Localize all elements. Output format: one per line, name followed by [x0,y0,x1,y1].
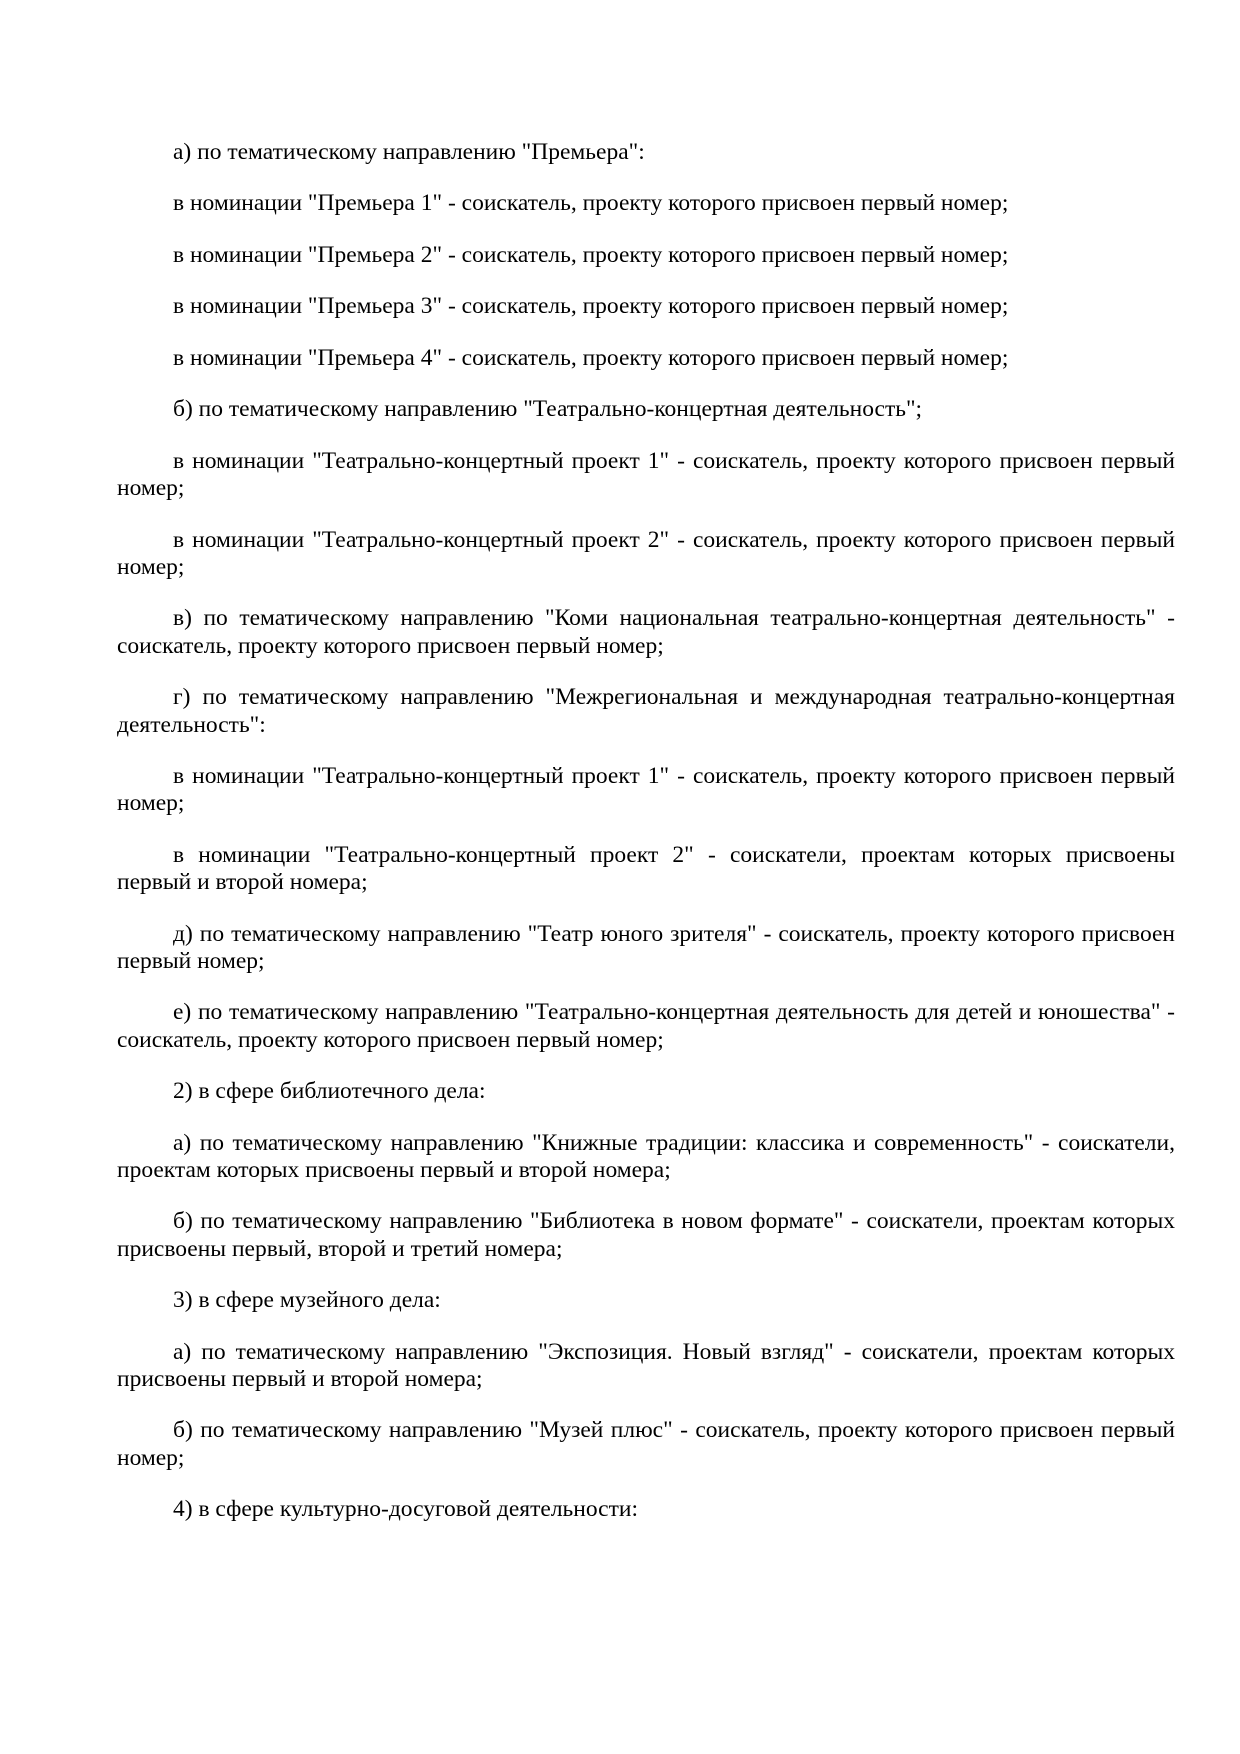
paragraph-interregional-direction: г) по тематическому направлению "Межрегиональная и международная театрально-концертная деятельность": [117,684,1175,738]
paragraph-premiere-direction: а) по тематическому направлению "Премьера": [173,139,645,165]
paragraph-interregional-project-2: в номинации "Театрально-концертный проект 2" - соискатели, проектам которых присвоены первый и второй номера; [117,841,1175,896]
paragraph-museum-plus-direction: б) по тематическому направлению "Музей плюс" - соискатель, проекту которого присвоен первый номер; [117,1417,1175,1471]
paragraph-library-sphere: 2) в сфере библиотечного дела: [173,1078,486,1105]
paragraph-theatre-project-2: в номинации "Театрально-концертный проект 2" - соискатель, проекту которого присвоен первый номер; [117,526,1175,580]
paragraph-book-traditions-direction: а) по тематическому направлению "Книжные традиции: классика и современность" - соискатели, проектам которых присвоены первый и второй номера; [117,1129,1175,1183]
paragraph-exposition-direction: а) по тематическому направлению "Экспозиция. Новый взгляд" - соискатели, проектам которых присвоены первый и второй номера; [117,1338,1175,1392]
paragraph-premiere-3: в номинации "Премьера 3" - соискатель, проекту которого присвоен первый номер; [173,293,1009,320]
paragraph-interregional-project-1: в номинации "Театрально-концертный проект 1" - соискатель, проекту которого присвоен первый номер; [117,763,1175,817]
paragraph-theatre-concert-direction: б) по тематическому направлению "Театрально-концертная деятельность"; [173,396,923,423]
paragraph-komi-national-direction: в) по тематическому направлению "Коми национальная театрально-концертная деятельность" - соискатель, проекту которого присвоен первый номер; [117,605,1175,659]
paragraph-theatre-project-1: в номинации "Театрально-концертный проект 1" - соискатель, проекту которого присвоен первый номер; [117,447,1175,502]
paragraph-children-youth-direction: е) по тематическому направлению "Театрально-концертная деятельность для детей и юношества" - соискатель, проекту которого присвоен первый номер; [117,999,1175,1053]
document-body [117,139,1175,1548]
paragraph-young-spectator-direction: д) по тематическому направлению "Театр юного зрителя" - соискатель, проекту которого присвоен первый номер; [117,920,1175,974]
paragraph-cultural-leisure-sphere: 4) в сфере культурно-досуговой деятельности: [173,1496,638,1523]
paragraph-premiere-4: в номинации "Премьера 4" - соискатель, проекту которого присвоен первый номер; [173,344,1009,371]
paragraph-library-new-format-direction: б) по тематическому направлению "Библиотека в новом формате" - соискатели, проектам которых присвоены первый, второй и третий номера; [117,1208,1175,1262]
paragraph-premiere-2: в номинации "Премьера 2" - соискатель, проекту которого присвоен первый номер; [173,241,1009,268]
paragraph-museum-sphere: 3) в сфере музейного дела: [173,1287,441,1314]
paragraph-premiere-1: в номинации "Премьера 1" - соискатель, проекту которого присвоен первый номер; [173,190,1009,217]
